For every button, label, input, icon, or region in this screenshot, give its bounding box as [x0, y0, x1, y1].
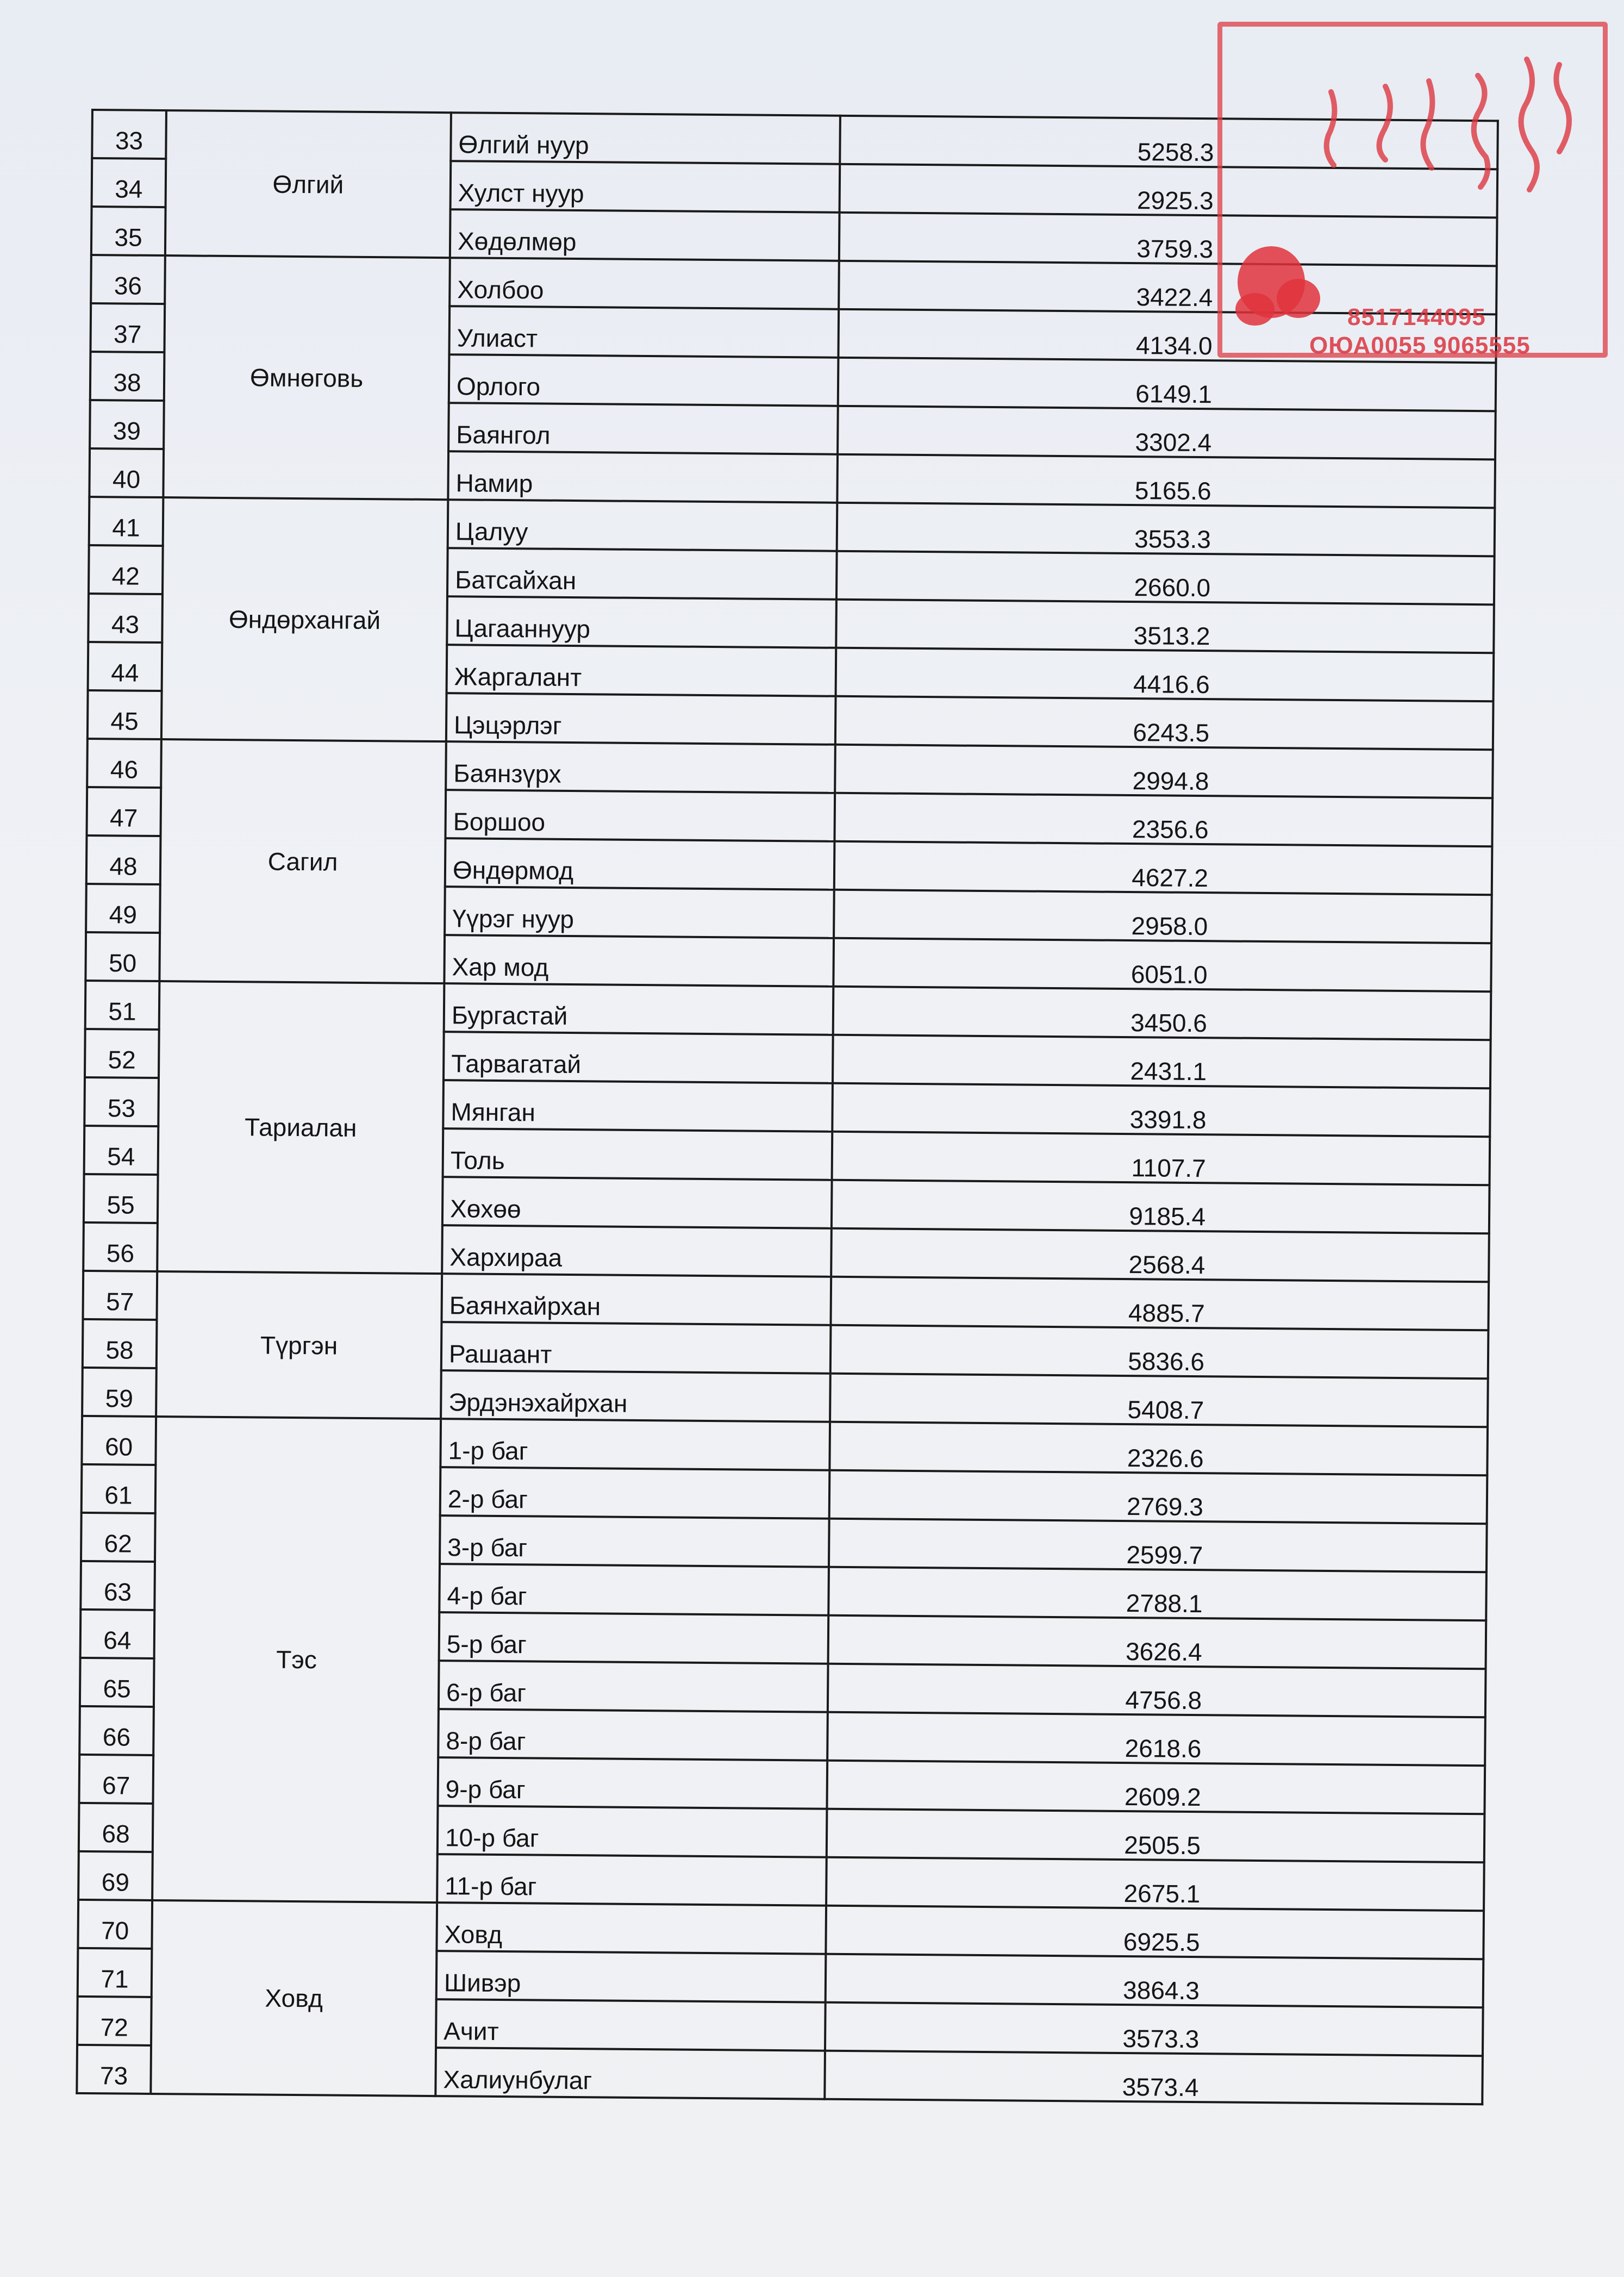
- value-cell: 3553.3: [837, 503, 1495, 557]
- value-cell: 2660.0: [836, 551, 1495, 605]
- row-number: 57: [83, 1271, 158, 1320]
- bag-name: 4-р баг: [439, 1564, 829, 1615]
- value-cell: 2958.0: [834, 890, 1492, 944]
- row-number: 42: [89, 545, 163, 594]
- bag-name: 5-р баг: [439, 1612, 829, 1664]
- row-number: 44: [88, 642, 163, 691]
- district-name: Өндөрхангай: [161, 497, 448, 741]
- row-number: 48: [86, 835, 161, 884]
- row-number: 56: [83, 1222, 158, 1271]
- row-number: 67: [79, 1755, 154, 1804]
- value-cell: 5258.3: [840, 116, 1498, 170]
- value-cell: 4756.8: [828, 1664, 1486, 1718]
- value-cell: 3513.2: [836, 600, 1494, 653]
- value-cell: 6051.0: [833, 938, 1491, 992]
- bag-name: Хархираа: [442, 1225, 832, 1277]
- bag-name: Баянгол: [448, 403, 838, 454]
- value-cell: 4627.2: [834, 841, 1492, 895]
- bag-name: 2-р баг: [440, 1467, 830, 1519]
- district-name: Өлгий: [165, 110, 451, 258]
- bag-name: Боршоо: [445, 790, 835, 841]
- row-number: 47: [86, 787, 161, 836]
- row-number: 71: [78, 1948, 152, 1997]
- row-number: 46: [87, 739, 161, 788]
- bag-name: Цалуу: [448, 500, 838, 551]
- bag-name: 11-р баг: [437, 1854, 827, 1906]
- official-stamp: [1217, 22, 1608, 358]
- bag-name: Намир: [448, 451, 838, 503]
- table-row: [89, 497, 1495, 556]
- table-row: [78, 1900, 1484, 1959]
- value-cell: 3573.3: [825, 2002, 1483, 2056]
- row-number: 41: [89, 497, 164, 546]
- value-cell: 2925.3: [840, 164, 1498, 218]
- value-cell: 6925.5: [826, 1906, 1484, 1960]
- bag-name: 3-р баг: [440, 1515, 829, 1567]
- table-body: [77, 110, 1498, 2104]
- district-name: Ховд: [151, 1900, 437, 2096]
- bag-name: Баянзүрх: [446, 741, 835, 793]
- row-number: 33: [92, 110, 166, 159]
- row-number: 62: [81, 1513, 155, 1562]
- table-row: [87, 739, 1493, 798]
- district-name: Тэс: [152, 1417, 441, 1902]
- value-cell: 3626.4: [828, 1615, 1486, 1669]
- bag-name: Ховд: [436, 1902, 826, 1954]
- bag-name: 8-р баг: [438, 1709, 828, 1761]
- bag-name: 9-р баг: [438, 1757, 827, 1809]
- value-cell: 2675.1: [826, 1857, 1484, 1911]
- bag-name: Шивэр: [436, 1951, 826, 2002]
- row-number: 34: [92, 158, 166, 207]
- bag-name: Толь: [443, 1128, 833, 1180]
- value-cell: 2356.6: [834, 793, 1492, 847]
- row-number: 72: [77, 1997, 152, 2045]
- bag-name: Баянхайрхан: [441, 1274, 831, 1325]
- bag-name: Үүрэг нуур: [445, 887, 834, 938]
- value-cell: 3391.8: [832, 1083, 1490, 1137]
- value-cell: 4134.0: [838, 309, 1496, 363]
- bag-name: Халиунбулаг: [435, 2048, 825, 2099]
- value-cell: 4416.6: [836, 648, 1494, 702]
- row-number: 49: [86, 884, 160, 933]
- row-number: 64: [80, 1610, 155, 1658]
- value-cell: 6149.1: [838, 358, 1496, 411]
- bag-name: 10-р баг: [438, 1806, 827, 1857]
- bag-name: Хулст нуур: [451, 161, 840, 213]
- value-cell: 9185.4: [832, 1180, 1490, 1234]
- row-number: 43: [88, 594, 163, 642]
- value-cell: 2599.7: [829, 1519, 1487, 1573]
- bag-name: 6-р баг: [439, 1661, 828, 1712]
- row-number: 59: [82, 1368, 157, 1417]
- district-name: Өмнөговь: [163, 255, 449, 500]
- row-number: 35: [91, 207, 166, 255]
- value-cell: 2994.8: [835, 745, 1493, 798]
- row-number: 52: [85, 1029, 159, 1078]
- row-number: 63: [80, 1561, 155, 1610]
- bag-name: Өндөрмод: [445, 838, 835, 890]
- value-cell: 2505.5: [827, 1809, 1485, 1863]
- table-row: [82, 1416, 1488, 1475]
- row-number: 36: [91, 255, 165, 304]
- value-cell: 2618.6: [827, 1712, 1485, 1766]
- row-number: 55: [84, 1174, 158, 1223]
- stamp-code-2: ОЮА0055 9065555: [1309, 332, 1531, 359]
- value-cell: 2769.3: [829, 1470, 1488, 1524]
- row-number: 68: [79, 1803, 153, 1852]
- table-row: [85, 981, 1491, 1040]
- bag-name: Жаргалант: [447, 645, 836, 696]
- bag-name: Мянган: [443, 1080, 833, 1132]
- row-number: 60: [82, 1416, 156, 1465]
- district-name: Түргэн: [156, 1271, 442, 1419]
- row-number: 37: [90, 303, 165, 352]
- value-cell: 4885.7: [830, 1277, 1489, 1331]
- value-cell: 3759.3: [839, 213, 1497, 266]
- row-number: 66: [79, 1706, 154, 1755]
- value-cell: 2609.2: [827, 1761, 1485, 1814]
- value-cell: 6243.5: [835, 696, 1494, 750]
- bag-name: Рашаант: [441, 1322, 831, 1374]
- row-number: 70: [78, 1900, 152, 1949]
- value-cell: 3864.3: [826, 1954, 1484, 2008]
- district-name: Тариалан: [157, 981, 444, 1274]
- value-cell: 1107.7: [832, 1132, 1490, 1186]
- bag-name: Хөдөлмөр: [450, 209, 840, 261]
- value-cell: 3422.4: [839, 261, 1497, 315]
- value-cell: 5408.7: [830, 1374, 1488, 1427]
- value-cell: 2568.4: [831, 1228, 1489, 1282]
- row-number: 61: [82, 1464, 156, 1513]
- value-cell: 3302.4: [838, 406, 1496, 460]
- value-cell: 5165.6: [837, 454, 1495, 508]
- bag-name: Тарвагатай: [444, 1032, 833, 1083]
- row-number: 53: [84, 1077, 159, 1126]
- bag-name: Эрдэнэхайрхан: [441, 1370, 830, 1422]
- bag-name: Бургастай: [444, 983, 834, 1035]
- data-table: [76, 109, 1499, 2105]
- value-cell: 2431.1: [833, 1035, 1491, 1089]
- bag-name: Өлгий нуур: [451, 113, 840, 164]
- table-row: [83, 1271, 1489, 1330]
- bag-name: Улиаст: [449, 306, 839, 358]
- bag-name: Ачит: [436, 1999, 826, 2051]
- row-number: 45: [88, 690, 162, 739]
- row-number: 40: [89, 448, 164, 497]
- value-cell: 3573.4: [825, 2051, 1483, 2105]
- bag-name: 1-р баг: [440, 1419, 830, 1470]
- bag-name: Орлого: [449, 354, 839, 406]
- bag-name: Цагааннуур: [447, 596, 836, 648]
- bag-name: Цэцэрлэг: [446, 693, 836, 745]
- stamp-code-1: 8517144095: [1347, 304, 1486, 330]
- row-number: 51: [85, 981, 160, 1030]
- value-cell: 2326.6: [829, 1422, 1488, 1476]
- bag-name: Батсайхан: [447, 548, 837, 600]
- row-number: 69: [78, 1851, 153, 1900]
- value-cell: 3450.6: [833, 987, 1491, 1040]
- row-number: 38: [90, 352, 165, 401]
- bag-name: Хөхөө: [442, 1177, 832, 1228]
- value-cell: 2788.1: [828, 1567, 1486, 1621]
- value-cell: 5836.6: [830, 1325, 1489, 1379]
- row-number: 50: [85, 932, 160, 981]
- row-number: 65: [80, 1658, 154, 1707]
- row-number: 54: [84, 1126, 159, 1175]
- row-number: 39: [90, 400, 164, 449]
- row-number: 73: [77, 2045, 151, 2094]
- row-number: 58: [83, 1319, 157, 1368]
- bag-name: Хар мод: [444, 935, 834, 987]
- bag-name: Холбоо: [449, 258, 839, 309]
- district-name: Сагил: [159, 739, 446, 983]
